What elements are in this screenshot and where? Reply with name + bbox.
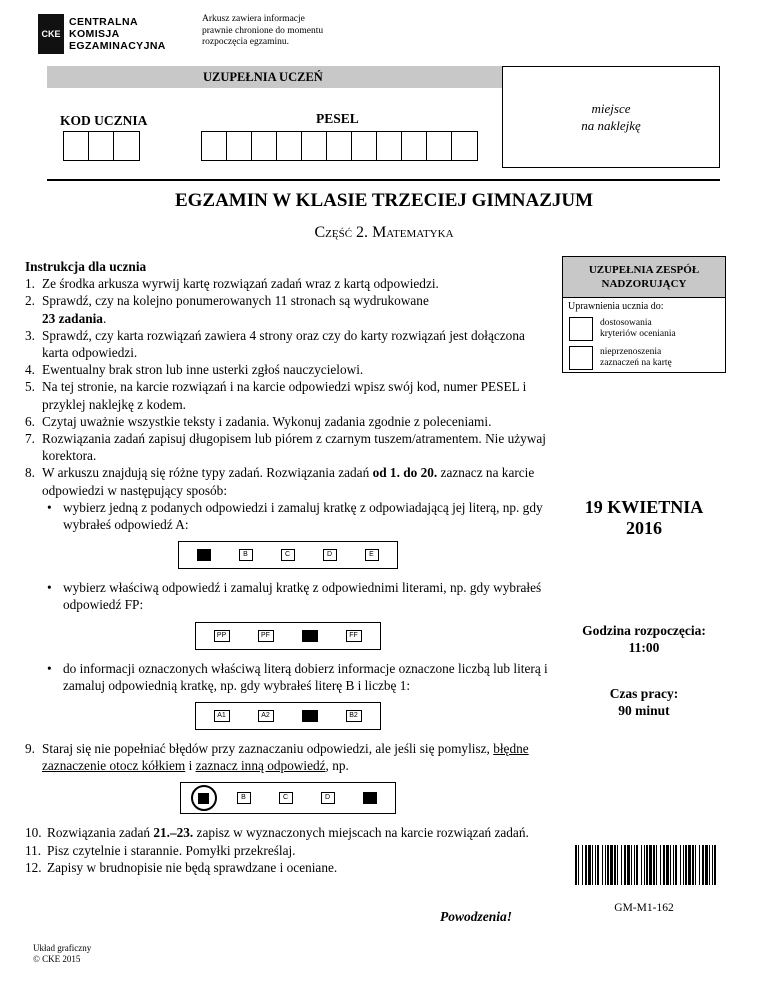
item-text: Zapisy w brudnopisie nie będą sprawdzane i oceniane. [47, 859, 338, 875]
filled-box-a [197, 549, 211, 561]
option-box: FF [346, 630, 362, 642]
example-true-false [25, 622, 550, 650]
option-box: B2 [346, 710, 362, 722]
permission-label: nieprzenoszenia zaznaczeń na kartę [600, 347, 672, 368]
item-text: Staraj się nie popełniać błędów przy zaznaczaniu odpowiedzi, ale jeśli się pomylisz, błędne zaznaczenie otocz kółkiem i zaznacz inną odpowiedź, np. [42, 741, 529, 774]
pesel-cell[interactable] [452, 132, 477, 160]
item-text: Na tej stronie, na karcie rozwiązań i na karcie odpowiedzi wpisz swój kod, numer PESEL i przyklej naklejkę z kodem. [42, 379, 527, 412]
filled-box-e [363, 792, 377, 804]
bullet-dot-icon: • [47, 660, 52, 676]
bullet-text: wybierz jedną z podanych odpowiedzi i zamaluj kratkę z odpowiadającą jej literą, np. gdy wybrałeś odpowiedź A: [63, 499, 543, 533]
pesel-cell[interactable] [277, 132, 302, 160]
part-label: Część 2. [314, 224, 369, 241]
legal-note-line: prawnie chronione do momentu [202, 25, 324, 36]
credit-line: © CKE 2015 [33, 954, 81, 964]
instruction-item [25, 327, 550, 361]
item-number: 7. [25, 431, 35, 447]
option-box: D [321, 792, 335, 804]
pesel-cell[interactable] [302, 132, 327, 160]
divider [47, 179, 720, 181]
item-number: 1. [25, 276, 35, 292]
item-number: 4. [25, 362, 35, 378]
filled-box-b1 [302, 710, 318, 722]
instruction-item [25, 378, 550, 412]
item-number: 10. [25, 825, 42, 841]
student-section-bar: UZUPEŁNIA UCZEŃ [47, 66, 502, 88]
instruction-item [25, 413, 550, 430]
pesel-cell[interactable] [402, 132, 427, 160]
instruction-item [25, 740, 550, 774]
option-box: B [237, 792, 251, 804]
item-text: Rozwiązania zadań zapisuj długopisem lub piórem z czarnym tuszem/atramentem. Nie używaj korektora. [42, 431, 546, 464]
logo-line: EGZAMINACYJNA [69, 40, 166, 52]
example-correction [25, 782, 550, 814]
instruction-item [25, 824, 550, 841]
permission-checkbox[interactable] [569, 346, 593, 370]
option-box: E [365, 549, 379, 561]
logo-line: CENTRALNA [69, 16, 138, 28]
example-single-choice [25, 541, 550, 569]
item-text: Sprawdź, czy na kolejno ponumerowanych 11 stronach są wydrukowane 23 zadania. [42, 293, 429, 326]
item-text: Sprawdź, czy karta rozwiązań zawiera 4 strony oraz czy do karty rozwiązań jest dołączona karta odpowiedzi. [42, 327, 525, 361]
item-number: 3. [25, 327, 35, 343]
bullet-item [47, 499, 550, 533]
item-text: Ewentualny brak stron lub inne usterki zgłoś nauczycielowi. [42, 362, 364, 378]
bullet-item [47, 660, 550, 694]
cke-logo-text [69, 16, 166, 52]
permissions-label: Uprawnienia ucznia do: [568, 301, 664, 312]
permission-checkbox[interactable] [569, 317, 593, 341]
credit-line: Układ graficzny [33, 943, 92, 953]
bullet-dot-icon: • [47, 499, 52, 515]
instruction-item [25, 275, 550, 292]
instruction-item [25, 292, 550, 326]
cke-logo-mark: CKE [38, 14, 64, 54]
code-cell[interactable] [89, 132, 114, 160]
barcode-icon [575, 845, 720, 885]
item-number: 9. [25, 741, 35, 757]
pesel-cell[interactable] [202, 132, 227, 160]
pesel-cell[interactable] [427, 132, 452, 160]
instruction-item [25, 361, 550, 378]
pesel-cell[interactable] [377, 132, 402, 160]
filled-box-fp [302, 630, 318, 642]
item-number: 11. [25, 842, 42, 858]
instruction-item [25, 842, 550, 859]
sticker-line: na naklejkę [581, 118, 641, 133]
legal-note-line: Arkusz zawiera informacje [202, 14, 305, 24]
closing-wish: Powodzenia! [440, 909, 513, 924]
layout-credit [33, 943, 91, 965]
example-matching [25, 702, 550, 730]
legal-note-line: rozpoczęcia egzaminu. [202, 37, 290, 47]
item-number: 6. [25, 413, 35, 429]
bullet-dot-icon: • [47, 580, 52, 596]
instructions [25, 258, 550, 876]
sticker-line: miejsce [591, 101, 631, 116]
date-line: 19 KWIETNIA [584, 497, 704, 517]
code-cell[interactable] [64, 132, 89, 160]
instruction-item [25, 464, 550, 498]
item-text: Pisz czytelnie i starannie. Pomyłki przekreślaj. [47, 842, 296, 858]
pesel-label: PESEL [316, 111, 359, 126]
circled-mistake-icon [191, 785, 217, 811]
item-text: W arkuszu znajdują się różne typy zadań. Rozwiązania zadań od 1. do 20. zaznacz na karcie odpowiedzi w następujący sposób: [42, 465, 535, 498]
work-time-label: Czas pracy: [609, 686, 679, 701]
bullet-item [47, 579, 550, 613]
exam-subtitle [0, 224, 768, 242]
subject-label: Matematyka [372, 224, 454, 241]
item-number: 8. [25, 465, 35, 481]
item-text: Ze środka arkusza wyrwij kartę rozwiązań zadań wraz z kartą odpowiedzi. [42, 276, 439, 292]
bullet-text: wybierz właściwą odpowiedź i zamaluj kratkę z odpowiednimi literami, np. gdy wybrałeś odpowiedź FP: [63, 580, 542, 613]
code-cell[interactable] [114, 132, 139, 160]
student-code-field[interactable] [63, 131, 140, 161]
exam-date [562, 497, 726, 539]
logo-line: KOMISJA [69, 28, 120, 40]
permission-option [569, 346, 725, 370]
item-number: 5. [25, 379, 35, 395]
instructions-heading: Instrukcja dla ucznia [25, 259, 147, 274]
option-box: B [239, 549, 253, 561]
option-box: A1 [214, 710, 230, 722]
work-time-value: 90 minut [618, 703, 670, 718]
pesel-cell[interactable] [227, 132, 252, 160]
pesel-cell[interactable] [352, 132, 377, 160]
item-text: Czytaj uważnie wszystkie teksty i zadania. Wykonuj zadania zgodnie z poleceniami. [42, 413, 492, 429]
year-line: 2016 [626, 518, 662, 538]
pesel-field[interactable] [201, 131, 478, 161]
option-box: PF [258, 630, 274, 642]
exam-title: EGZAMIN W KLASIE TRZECIEJ GIMNAZJUM [174, 190, 594, 211]
item-number: 12. [25, 859, 42, 875]
bullet-text: do informacji oznaczonych właściwą literą dobierz informacje oznaczone liczbą lub literą i zamaluj odpowiednią kratkę, np. gdy wybrałeś literę B i liczbę 1: [63, 660, 548, 693]
permission-label: dostosowania kryteriów oceniania [600, 318, 676, 339]
option-box: C [281, 549, 295, 561]
option-box: D [323, 549, 337, 561]
item-text: Rozwiązania zadań 21.–23. zapisz w wyznaczonych miejscach na karcie rozwiązań zadań. [47, 825, 529, 841]
supervisor-heading: UZUPEŁNIA ZESPÓŁ NADZORUJĄCY [563, 257, 725, 298]
option-box: PP [214, 630, 230, 642]
instruction-item [25, 430, 550, 464]
supervisor-section [562, 256, 726, 373]
pesel-cell[interactable] [327, 132, 352, 160]
start-time-label: Godzina rozpoczęcia: [582, 623, 706, 638]
start-time-value: 11:00 [628, 640, 660, 655]
start-time [562, 622, 726, 656]
sticker-placeholder [502, 66, 720, 168]
legal-note [202, 14, 372, 49]
instruction-item [25, 859, 550, 876]
pesel-cell[interactable] [252, 132, 277, 160]
exam-code: GM-M1-162 [614, 902, 674, 914]
option-box: A2 [258, 710, 274, 722]
option-box: C [279, 792, 293, 804]
student-code-label: KOD UCZNIA [60, 113, 148, 128]
item-number: 2. [25, 293, 35, 309]
work-time [562, 685, 726, 719]
permission-option [569, 317, 725, 341]
